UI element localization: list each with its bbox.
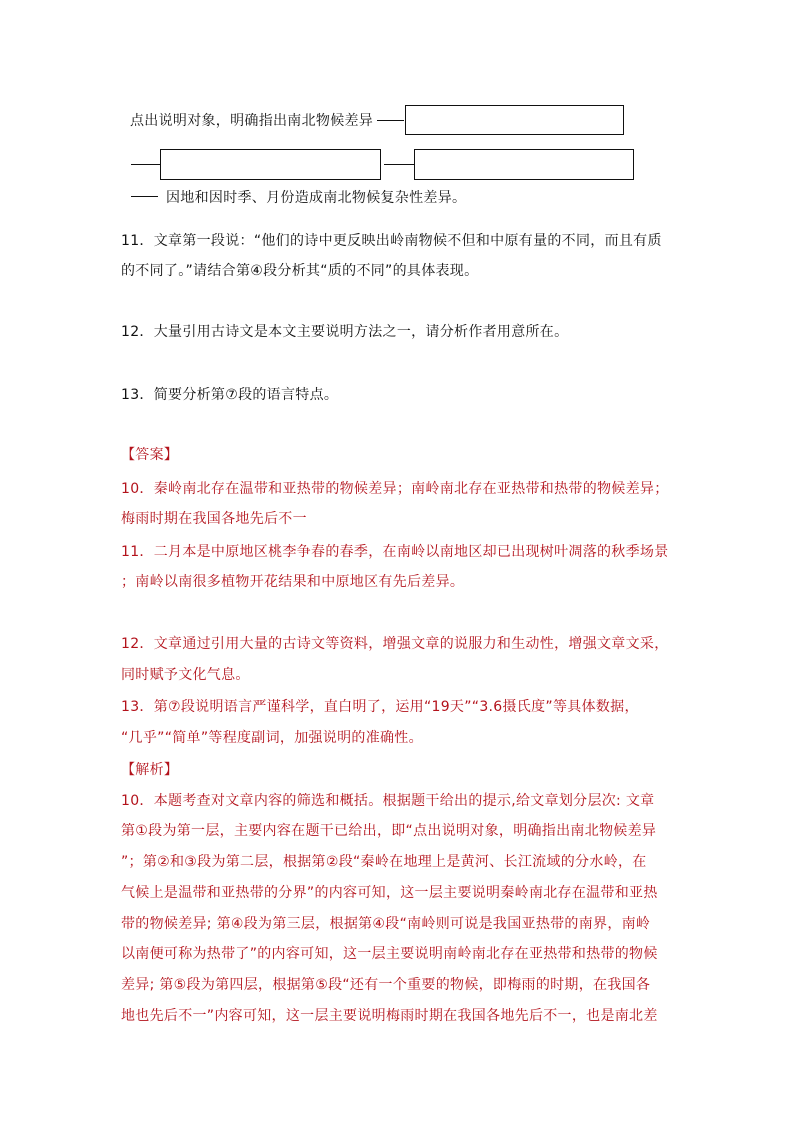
answer-heading: 【答案】 <box>121 447 179 463</box>
answer-blank-box-2[interactable] <box>160 149 381 180</box>
analysis-line: 第①段为第一层，主要内容在题干已给出，即“点出说明对象，明确指出南北物候差异 <box>121 823 657 839</box>
question-11-line2: 的不同了。”请结合第④段分析其“质的不同”的具体表现。 <box>121 263 479 279</box>
structure-last-text: 因地和因时季、月份造成南北物候复杂性差异。 <box>166 190 467 206</box>
answer-12-line1: 12．文章通过引用大量的古诗文等资料，增强文章的说服力和生动性，增强文章文采， <box>121 636 669 652</box>
connector-line <box>131 196 158 197</box>
analysis-line: 带的物候差异; 第④段为第三层，根据第④段“南岭则可说是我国亚热带的南界，南岭 <box>121 916 651 932</box>
answer-10-line2: 梅雨时期在我国各地先后不一 <box>121 511 307 527</box>
analysis-line: 地也先后不一”内容可知，这一层主要说明梅雨时期在我国各地先后不一，也是南北差 <box>121 1008 658 1024</box>
structure-step1-text: 点出说明对象，明确指出南北物候差异 <box>130 113 374 129</box>
analysis-heading: 【解析】 <box>121 762 179 778</box>
analysis-line: 差异; 第⑤段为第四层，根据第⑤段“还有一个重要的物候，即梅雨的时期，在我国各 <box>121 977 651 993</box>
question-11-line1: 11．文章第一段说：“他们的诗中更反映出岭南物候不但和中原有量的不同，而且有质 <box>121 233 662 249</box>
answer-13-line2: “几乎”“简单”等程度副词，加强说明的准确性。 <box>121 730 423 746</box>
question-13: 13．简要分析第⑦段的语言特点。 <box>121 387 339 403</box>
answer-10-line1: 10．秦岭南北存在温带和亚热带的物候差异；南岭南北存在亚热带和热带的物候差异； <box>121 481 669 497</box>
connector-line <box>131 164 160 165</box>
analysis-line: 气候上是温带和亚热带的分界”的内容可知，这一层主要说明秦岭南北存在温带和亚热 <box>121 885 658 901</box>
answer-12-line2: 同时赋予文化气息。 <box>121 667 250 683</box>
question-12: 12．大量引用古诗文是本文主要说明方法之一，请分析作者用意所在。 <box>121 324 569 340</box>
analysis-line: 10．本题考查对文章内容的筛选和概括。根据题干给出的提示,给文章划分层次: 文章 <box>121 793 655 809</box>
connector-line <box>377 120 404 121</box>
answer-blank-box-1[interactable] <box>405 105 624 135</box>
analysis-line: ”；第②和③段为第二层，根据第②段“秦岭在地理上是黄河、长江流域的分水岭，在 <box>121 854 647 870</box>
connector-line <box>384 164 414 165</box>
answer-11-line2: ；南岭以南很多植物开花结果和中原地区有先后差异。 <box>121 574 465 590</box>
answer-13-line1: 13．第⑦段说明语言严谨科学，直白明了，运用“19天”“3.6摄氏度”等具体数据， <box>121 699 639 715</box>
analysis-line: 以南便可称为热带了”的内容可知，这一层主要说明南岭南北存在亚热带和热带的物候 <box>121 946 658 962</box>
answer-11-line1: 11．二月本是中原地区桃李争春的春季，在南岭以南地区却已出现树叶凋落的秋季场景 <box>121 544 669 560</box>
answer-blank-box-3[interactable] <box>414 149 634 180</box>
